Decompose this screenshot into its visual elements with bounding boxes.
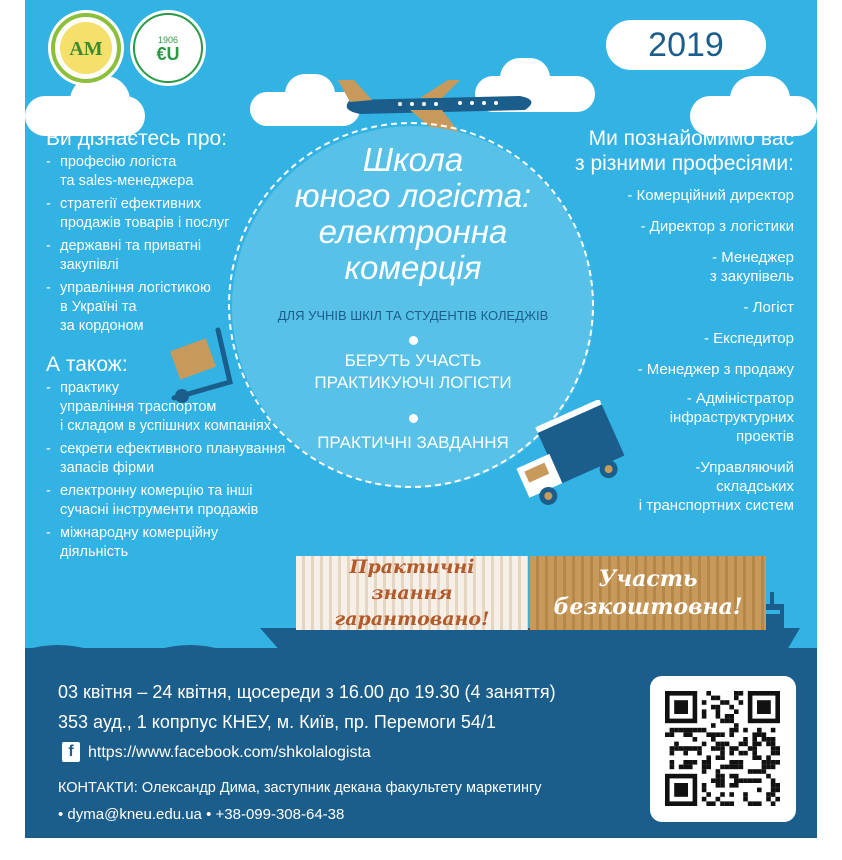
- list-item: - електронну комерцію та інші сучасні інструменти продажів: [46, 483, 259, 518]
- list-item-text: професію логіста: [60, 154, 177, 170]
- learn-heading: Ви дізнаєтесь про:: [46, 127, 228, 150]
- svg-text:€U: €U: [156, 44, 180, 64]
- profession-text: інфраструктурних: [669, 409, 794, 426]
- list-item: - державні та приватні закупівлі: [46, 238, 202, 273]
- list-item: - управління логістикою в Україні та за кордоном: [46, 280, 211, 334]
- list-item: - стратегії ефективних продажів товарів і послуг: [46, 196, 230, 231]
- profession-text: -Управляючий: [695, 459, 794, 476]
- title-line: юного логіста:: [294, 177, 532, 214]
- container-right-line: Участь: [598, 566, 698, 592]
- profession-item: [534, 360, 794, 379]
- phone-number: +38-099-308-64-38: [215, 806, 345, 823]
- bullet-dot: [409, 414, 418, 423]
- profession-item: [534, 217, 794, 236]
- profession-text: - Директор з логістики: [640, 218, 794, 235]
- list-item-text: діяльність: [60, 544, 129, 560]
- center-point-2: ПРАКТИЧНІ ЗАВДАННЯ: [317, 433, 509, 452]
- year-badge: 2019: [606, 20, 766, 70]
- bullet-icon: •: [206, 806, 216, 823]
- container-left: [296, 556, 528, 630]
- profession-text: - Комерційний директор: [627, 187, 794, 204]
- qr-code-frame: [650, 676, 796, 822]
- list-item-text: запасів фірми: [60, 460, 155, 476]
- profession-text: складських: [716, 478, 794, 495]
- container-right-line: безкоштовна!: [553, 594, 743, 620]
- also-heading: А також:: [46, 353, 128, 376]
- list-item: - практику управління траспортом і складом в успішних компаніях: [46, 380, 272, 434]
- title-line: електронна: [318, 213, 508, 250]
- professions-heading-line: з різними професіями:: [575, 152, 794, 175]
- list-item-text: за кордоном: [60, 318, 144, 334]
- list-item-text: управління логістикою: [60, 280, 211, 296]
- center-point-line: БЕРУТЬ УЧАСТЬ: [344, 351, 482, 370]
- list-item: - професію логіста та sales-менеджера: [46, 154, 194, 189]
- profession-item: [534, 248, 794, 286]
- list-item-text: в Україні та: [60, 299, 137, 315]
- professions-heading-line: Ми познайомимо вас: [588, 127, 794, 150]
- profession-item: [534, 329, 794, 348]
- learn-section: [46, 126, 326, 562]
- list-item: - міжнародну комерційну діяльність: [46, 525, 219, 560]
- faculty-logo: [48, 10, 124, 86]
- svg-text:1906: 1906: [157, 35, 179, 45]
- profession-item: [534, 298, 794, 317]
- profession-text: - Менеджер з продажу: [637, 361, 794, 378]
- center-point-line: ПРАКТИКУЮЧІ ЛОГІСТИ: [314, 373, 512, 392]
- list-item-text: та sales-менеджера: [60, 173, 194, 189]
- list-item-text: міжнародну комерційну: [60, 525, 219, 541]
- bullet-icon: •: [58, 806, 68, 823]
- list-item-text: управління траспортом: [60, 399, 217, 415]
- list-item-text: продажів товарів і послуг: [60, 215, 230, 231]
- event-dates: 03 квітня – 24 квітня, щосереди з 16.00 до 19.30 (4 заняття): [58, 682, 556, 702]
- container-left-line: Практичні: [349, 556, 475, 578]
- container-right: [530, 556, 766, 630]
- audience-subtitle: ДЛЯ УЧНІВ ШКІЛ ТА СТУДЕНТІВ КОЛЕДЖІВ: [277, 308, 549, 323]
- profession-item: [534, 458, 794, 515]
- profession-item: [534, 389, 794, 446]
- list-item-text: сучасні інструменти продажів: [60, 502, 259, 518]
- cloud: [285, 74, 335, 114]
- profession-text: і транспортних систем: [638, 497, 794, 514]
- profession-text: - Логіст: [743, 299, 794, 316]
- university-logo: [130, 10, 206, 86]
- profession-text: з закупівель: [709, 268, 794, 285]
- contacts-text: КОНТАКТИ: Олександр Дима, заступник декана факультету маркетингу: [58, 780, 542, 796]
- list-item-text: державні та приватні: [60, 238, 202, 254]
- email-link[interactable]: dyma@kneu.edu.ua: [67, 806, 202, 823]
- list-item-text: електронну комерцію та інші: [60, 483, 253, 499]
- professions-heading: [534, 126, 794, 176]
- list-item-text: практику: [60, 380, 119, 396]
- list-item-text: стратегії ефективних: [60, 196, 202, 212]
- list-item-text: закупівлі: [60, 257, 119, 273]
- list-item: - секрети ефективного планування запасів фірми: [46, 441, 286, 476]
- cloud: [730, 76, 790, 122]
- list-item-text: секрети ефективного планування: [60, 441, 286, 457]
- event-address: 353 ауд., 1 копрпус КНЕУ, м. Київ, пр. Перемоги 54/1: [58, 712, 496, 732]
- facebook-link[interactable]: https://www.facebook.com/shkolalogista: [88, 744, 371, 761]
- profession-text: - Адміністратор: [686, 390, 794, 407]
- list-item-text: і складом в успішних компаніях: [60, 418, 272, 434]
- profession-item: [534, 186, 794, 205]
- title-line: комерція: [344, 249, 482, 286]
- contact-line: [58, 806, 344, 823]
- bullet-dot: [409, 336, 418, 345]
- profession-text: - Менеджер: [712, 249, 794, 266]
- profession-text: проектів: [735, 428, 794, 445]
- container-left-line: знання гарантовано!: [334, 582, 490, 630]
- facebook-icon: f: [62, 742, 80, 762]
- svg-text:АМ: АМ: [69, 38, 103, 60]
- qr-code-icon[interactable]: [650, 676, 796, 822]
- professions-section: [534, 126, 794, 515]
- profession-text: - Експедитор: [703, 330, 794, 347]
- title-line: Школа: [362, 141, 464, 178]
